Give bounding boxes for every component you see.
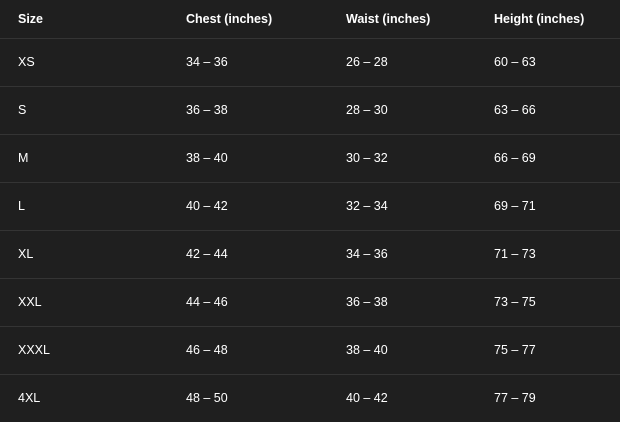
cell-size: 4XL [0, 375, 168, 422]
column-header-size: Size [0, 0, 168, 39]
cell-size: L [0, 183, 168, 231]
cell-size: XXXL [0, 327, 168, 375]
cell-chest: 34 – 36 [168, 39, 328, 87]
table-row [0, 327, 620, 375]
cell-chest: 44 – 46 [168, 279, 328, 327]
cell-size: S [0, 87, 168, 135]
column-header-height: Height (inches) [476, 0, 620, 39]
table-body [0, 39, 620, 422]
cell-chest: 40 – 42 [168, 183, 328, 231]
table-row [0, 231, 620, 279]
cell-waist: 28 – 30 [328, 87, 476, 135]
cell-chest: 46 – 48 [168, 327, 328, 375]
cell-height: 77 – 79 [476, 375, 620, 422]
cell-waist: 32 – 34 [328, 183, 476, 231]
table-row [0, 279, 620, 327]
table-header [0, 0, 620, 39]
cell-chest: 38 – 40 [168, 135, 328, 183]
cell-size: XXL [0, 279, 168, 327]
cell-waist: 26 – 28 [328, 39, 476, 87]
cell-height: 73 – 75 [476, 279, 620, 327]
cell-height: 71 – 73 [476, 231, 620, 279]
column-header-waist: Waist (inches) [328, 0, 476, 39]
cell-chest: 36 – 38 [168, 87, 328, 135]
cell-size: XS [0, 39, 168, 87]
table-row [0, 375, 620, 422]
column-header-chest: Chest (inches) [168, 0, 328, 39]
cell-size: XL [0, 231, 168, 279]
table-row [0, 183, 620, 231]
table-row [0, 135, 620, 183]
cell-height: 69 – 71 [476, 183, 620, 231]
cell-waist: 34 – 36 [328, 231, 476, 279]
cell-size: M [0, 135, 168, 183]
cell-height: 60 – 63 [476, 39, 620, 87]
cell-height: 75 – 77 [476, 327, 620, 375]
cell-waist: 30 – 32 [328, 135, 476, 183]
cell-height: 63 – 66 [476, 87, 620, 135]
cell-waist: 36 – 38 [328, 279, 476, 327]
table-header-row [0, 0, 620, 39]
table-row [0, 39, 620, 87]
cell-chest: 42 – 44 [168, 231, 328, 279]
cell-height: 66 – 69 [476, 135, 620, 183]
cell-waist: 40 – 42 [328, 375, 476, 422]
table-row [0, 87, 620, 135]
cell-waist: 38 – 40 [328, 327, 476, 375]
cell-chest: 48 – 50 [168, 375, 328, 422]
